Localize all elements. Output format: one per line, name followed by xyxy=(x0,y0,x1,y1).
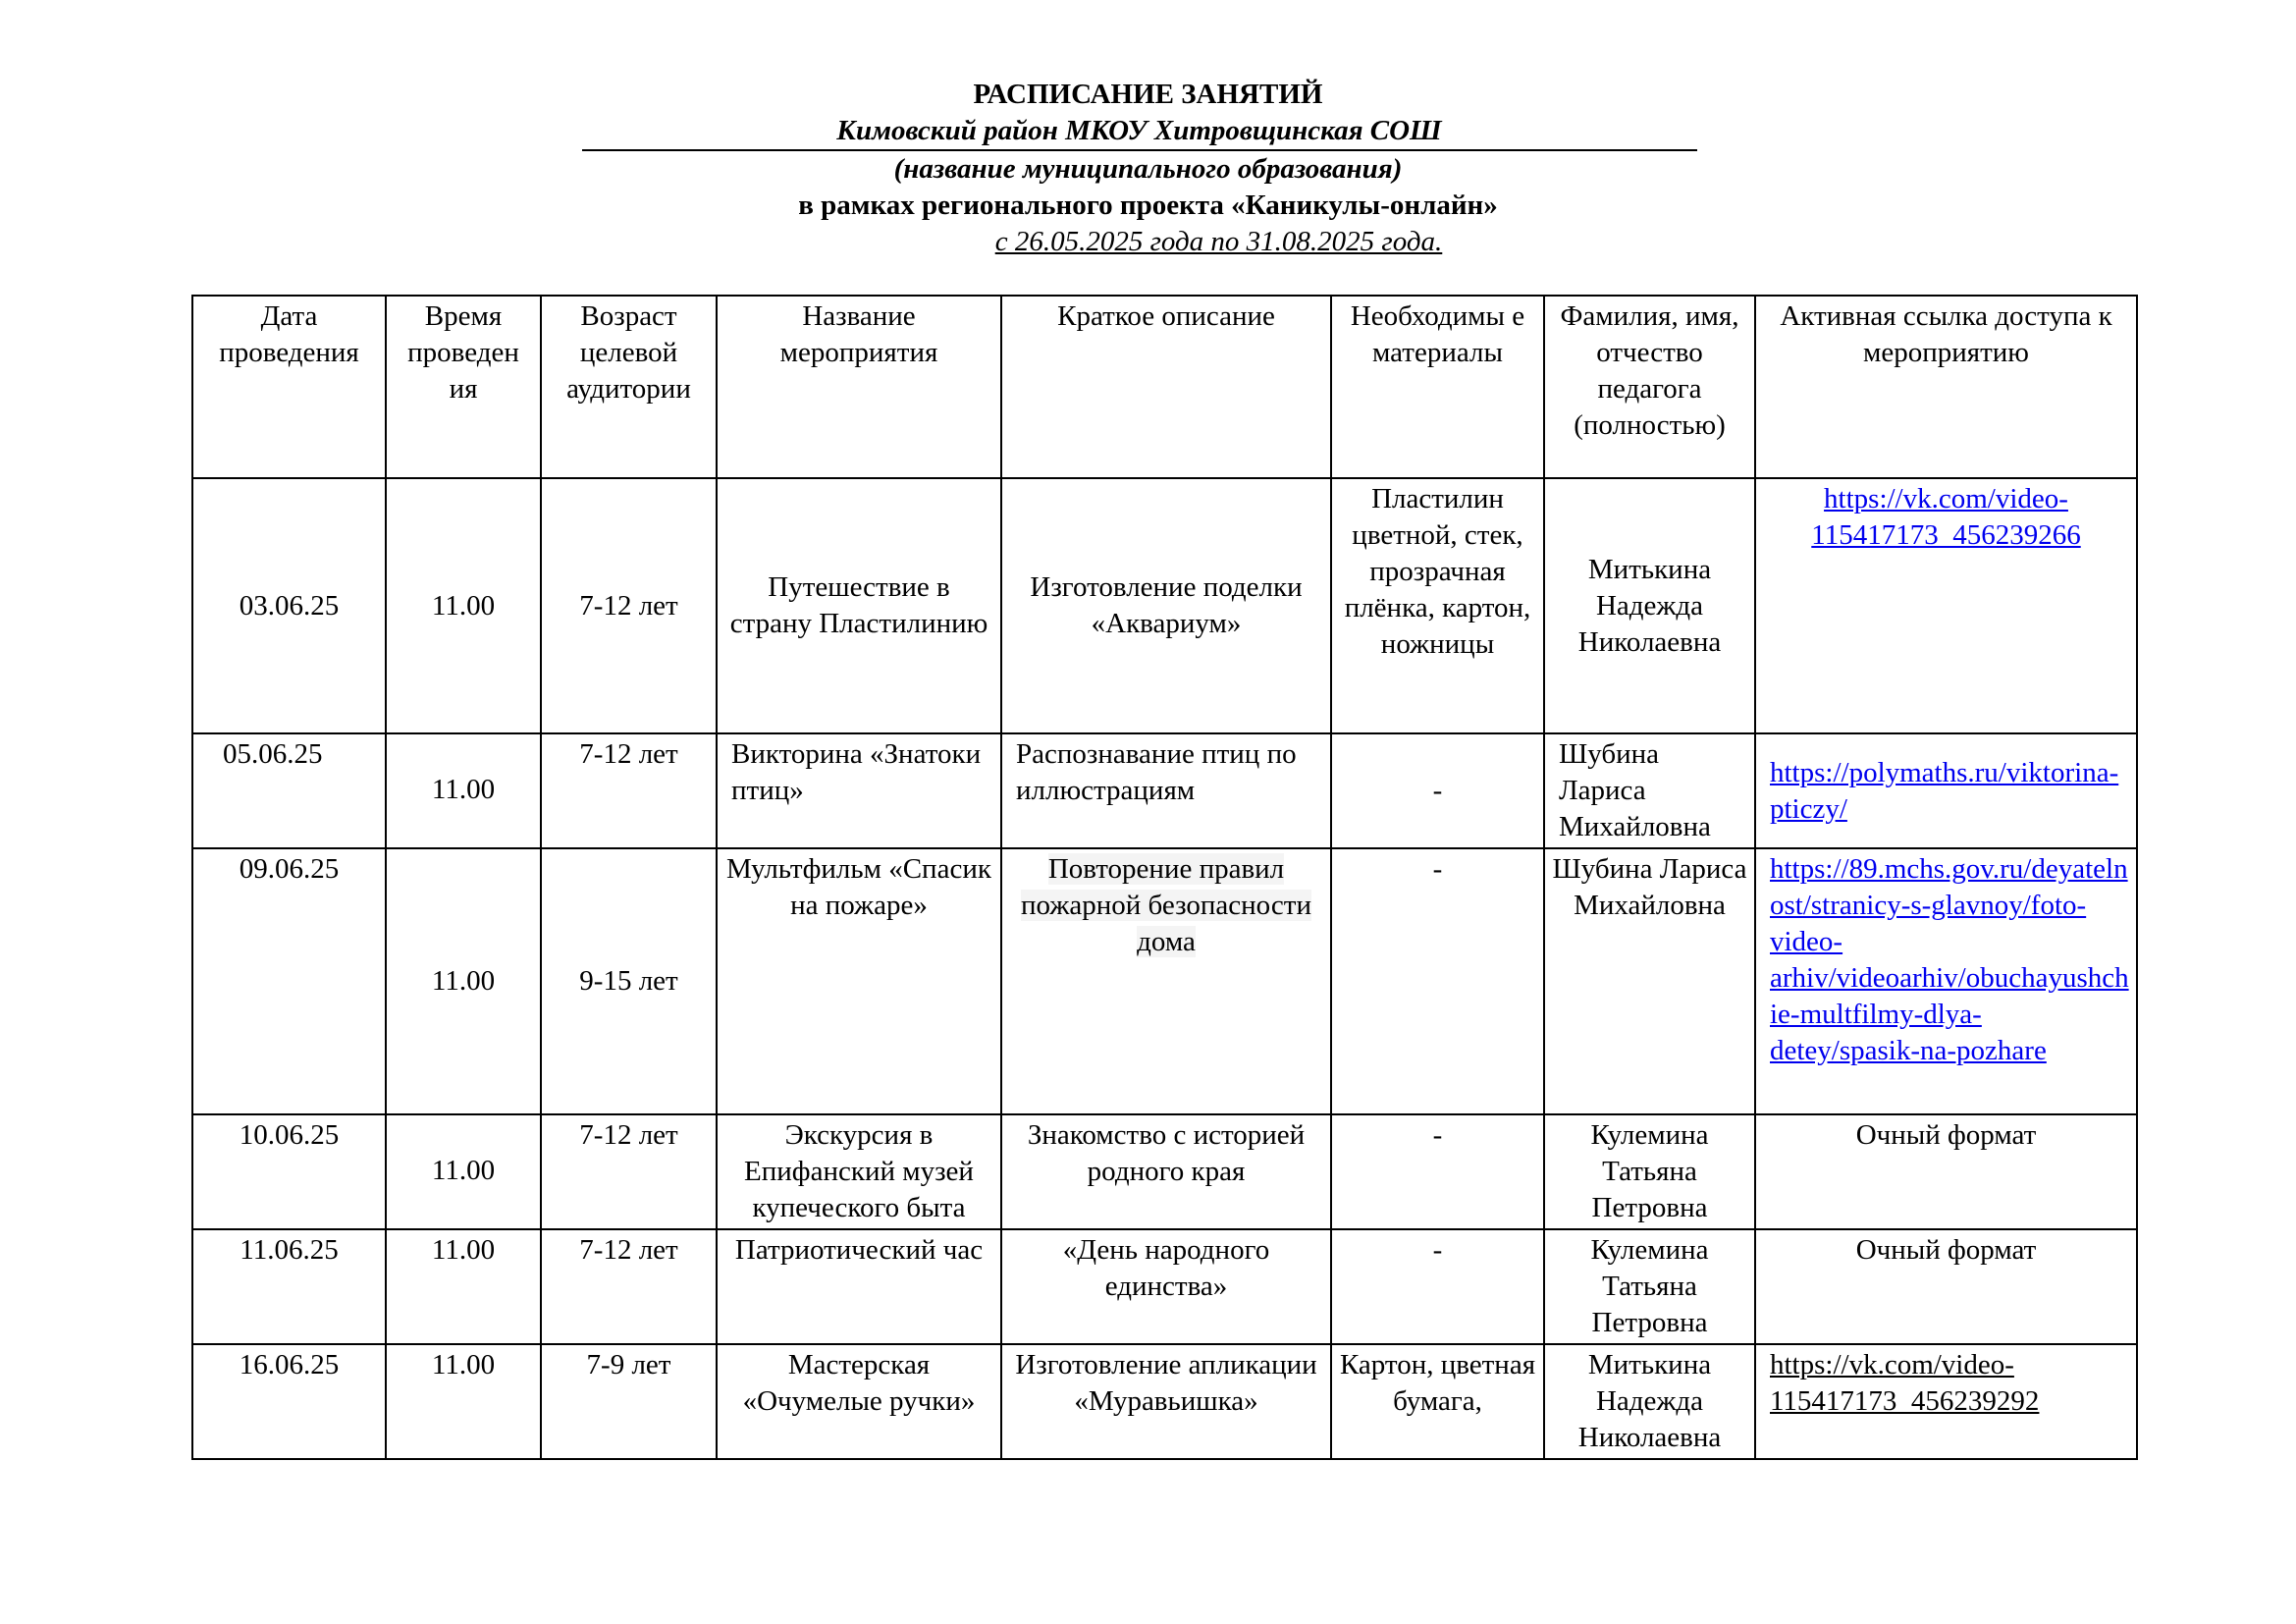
cell-link: Очный формат xyxy=(1755,1229,2137,1344)
cell-name: Викторина «Знатоки птиц» xyxy=(717,733,1001,848)
cell-description: Изготовление апликации «Муравьишка» xyxy=(1001,1344,1331,1459)
table-row xyxy=(192,1344,2137,1459)
table-row xyxy=(192,848,2137,1114)
cell-teacher: Шубина Лариса Михайловна xyxy=(1544,848,1755,1114)
cell-date: 03.06.25 xyxy=(192,478,386,733)
cell-date: 09.06.25 xyxy=(192,848,386,1114)
header-name: Название мероприятия xyxy=(717,296,1001,478)
municipal-caption: (название муниципального образования) xyxy=(893,153,1403,185)
table-row xyxy=(192,478,2137,733)
schedule-table xyxy=(191,295,2138,1460)
header-link: Активная ссылка доступа к мероприятию xyxy=(1755,296,2137,478)
cell-description: Изготовление поделки «Аквариум» xyxy=(1001,478,1331,733)
header-materials: Необходимы е материалы xyxy=(1331,296,1544,478)
cell-time: 11.00 xyxy=(386,733,541,848)
document-header xyxy=(0,77,2296,260)
cell-name: Мультфильм «Спасик на пожаре» xyxy=(717,848,1001,1114)
document-title: РАСПИСАНИЕ ЗАНЯТИЙ xyxy=(973,79,1323,110)
cell-link xyxy=(1755,478,2137,733)
table-row xyxy=(192,1229,2137,1344)
cell-link xyxy=(1755,733,2137,848)
cell-date: 11.06.25 xyxy=(192,1229,386,1344)
event-link[interactable]: https://polymaths.ru/viktorina-pticzy/ xyxy=(1770,756,2119,825)
cell-materials: Картон, цветная бумага, xyxy=(1331,1344,1544,1459)
cell-age: 9-15 лет xyxy=(541,848,717,1114)
cell-age: 7-12 лет xyxy=(541,1114,717,1229)
cell-name: Патриотический час xyxy=(717,1229,1001,1344)
cell-description: «День народного единства» xyxy=(1001,1229,1331,1344)
cell-teacher: Митькина Надежда Николаевна xyxy=(1544,1344,1755,1459)
event-link[interactable]: https://vk.com/video-115417173_456239266 xyxy=(1811,483,2081,551)
table-row xyxy=(192,1114,2137,1229)
table-header-row xyxy=(192,296,2137,478)
table-row xyxy=(192,733,2137,848)
cell-teacher: Митькина Надежда Николаевна xyxy=(1544,478,1755,733)
cell-age: 7-9 лет xyxy=(541,1344,717,1459)
cell-description xyxy=(1001,848,1331,1114)
header-age: Возраст целевой аудитории xyxy=(541,296,717,478)
header-time: Время проведен ия xyxy=(386,296,541,478)
cell-name: Путешествие в страну Пластилинию xyxy=(717,478,1001,733)
cell-teacher: Шубина Лариса Михайловна xyxy=(1544,733,1755,848)
cell-materials: - xyxy=(1331,733,1544,848)
header-teacher: Фамилия, имя, отчество педагога (полностью) xyxy=(1544,296,1755,478)
district-name: Кимовский район МКОУ Хитровщинская СОШ xyxy=(582,113,1697,151)
cell-date: 16.06.25 xyxy=(192,1344,386,1459)
cell-time: 11.00 xyxy=(386,478,541,733)
cell-age: 7-12 лет xyxy=(541,733,717,848)
cell-time: 11.00 xyxy=(386,848,541,1114)
description-text: Повторение правил пожарной безопасности дома xyxy=(1021,853,1311,957)
cell-description: Распознавание птиц по иллюстрациям xyxy=(1001,733,1331,848)
cell-description: Знакомство с историей родного края xyxy=(1001,1114,1331,1229)
cell-age: 7-12 лет xyxy=(541,1229,717,1344)
cell-link xyxy=(1755,848,2137,1114)
event-link[interactable]: https://89.mchs.gov.ru/deyatelnost/stranicy-s-glavnoy/foto-video-arhiv/videoarhiv/obuchayushchie-multfilmy-dlya-detey/spasik-na-pozhare xyxy=(1770,853,2129,1066)
cell-time: 11.00 xyxy=(386,1344,541,1459)
cell-materials: Пластилин цветной, стек, прозрачная плёнка, картон, ножницы xyxy=(1331,478,1544,733)
event-link[interactable]: https://vk.com/video-115417173_456239292 xyxy=(1770,1349,2040,1417)
project-name: в рамках регионального проекта «Каникулы-онлайн» xyxy=(798,189,1498,221)
cell-teacher: Кулемина Татьяна Петровна xyxy=(1544,1229,1755,1344)
cell-date: 10.06.25 xyxy=(192,1114,386,1229)
header-date: Дата проведения xyxy=(192,296,386,478)
cell-name: Экскурсия в Епифанский музей купеческого быта xyxy=(717,1114,1001,1229)
period-text: с 26.05.2025 года по 31.08.2025 года. xyxy=(994,226,1443,257)
cell-materials: - xyxy=(1331,1114,1544,1229)
cell-materials: - xyxy=(1331,848,1544,1114)
cell-age: 7-12 лет xyxy=(541,478,717,733)
cell-link: Очный формат xyxy=(1755,1114,2137,1229)
cell-time: 11.00 xyxy=(386,1114,541,1229)
cell-materials: - xyxy=(1331,1229,1544,1344)
cell-link xyxy=(1755,1344,2137,1459)
cell-time: 11.00 xyxy=(386,1229,541,1344)
cell-name: Мастерская «Очумелые ручки» xyxy=(717,1344,1001,1459)
cell-teacher: Кулемина Татьяна Петровна xyxy=(1544,1114,1755,1229)
header-description: Краткое описание xyxy=(1001,296,1331,478)
cell-date: 05.06.25 xyxy=(192,733,386,848)
